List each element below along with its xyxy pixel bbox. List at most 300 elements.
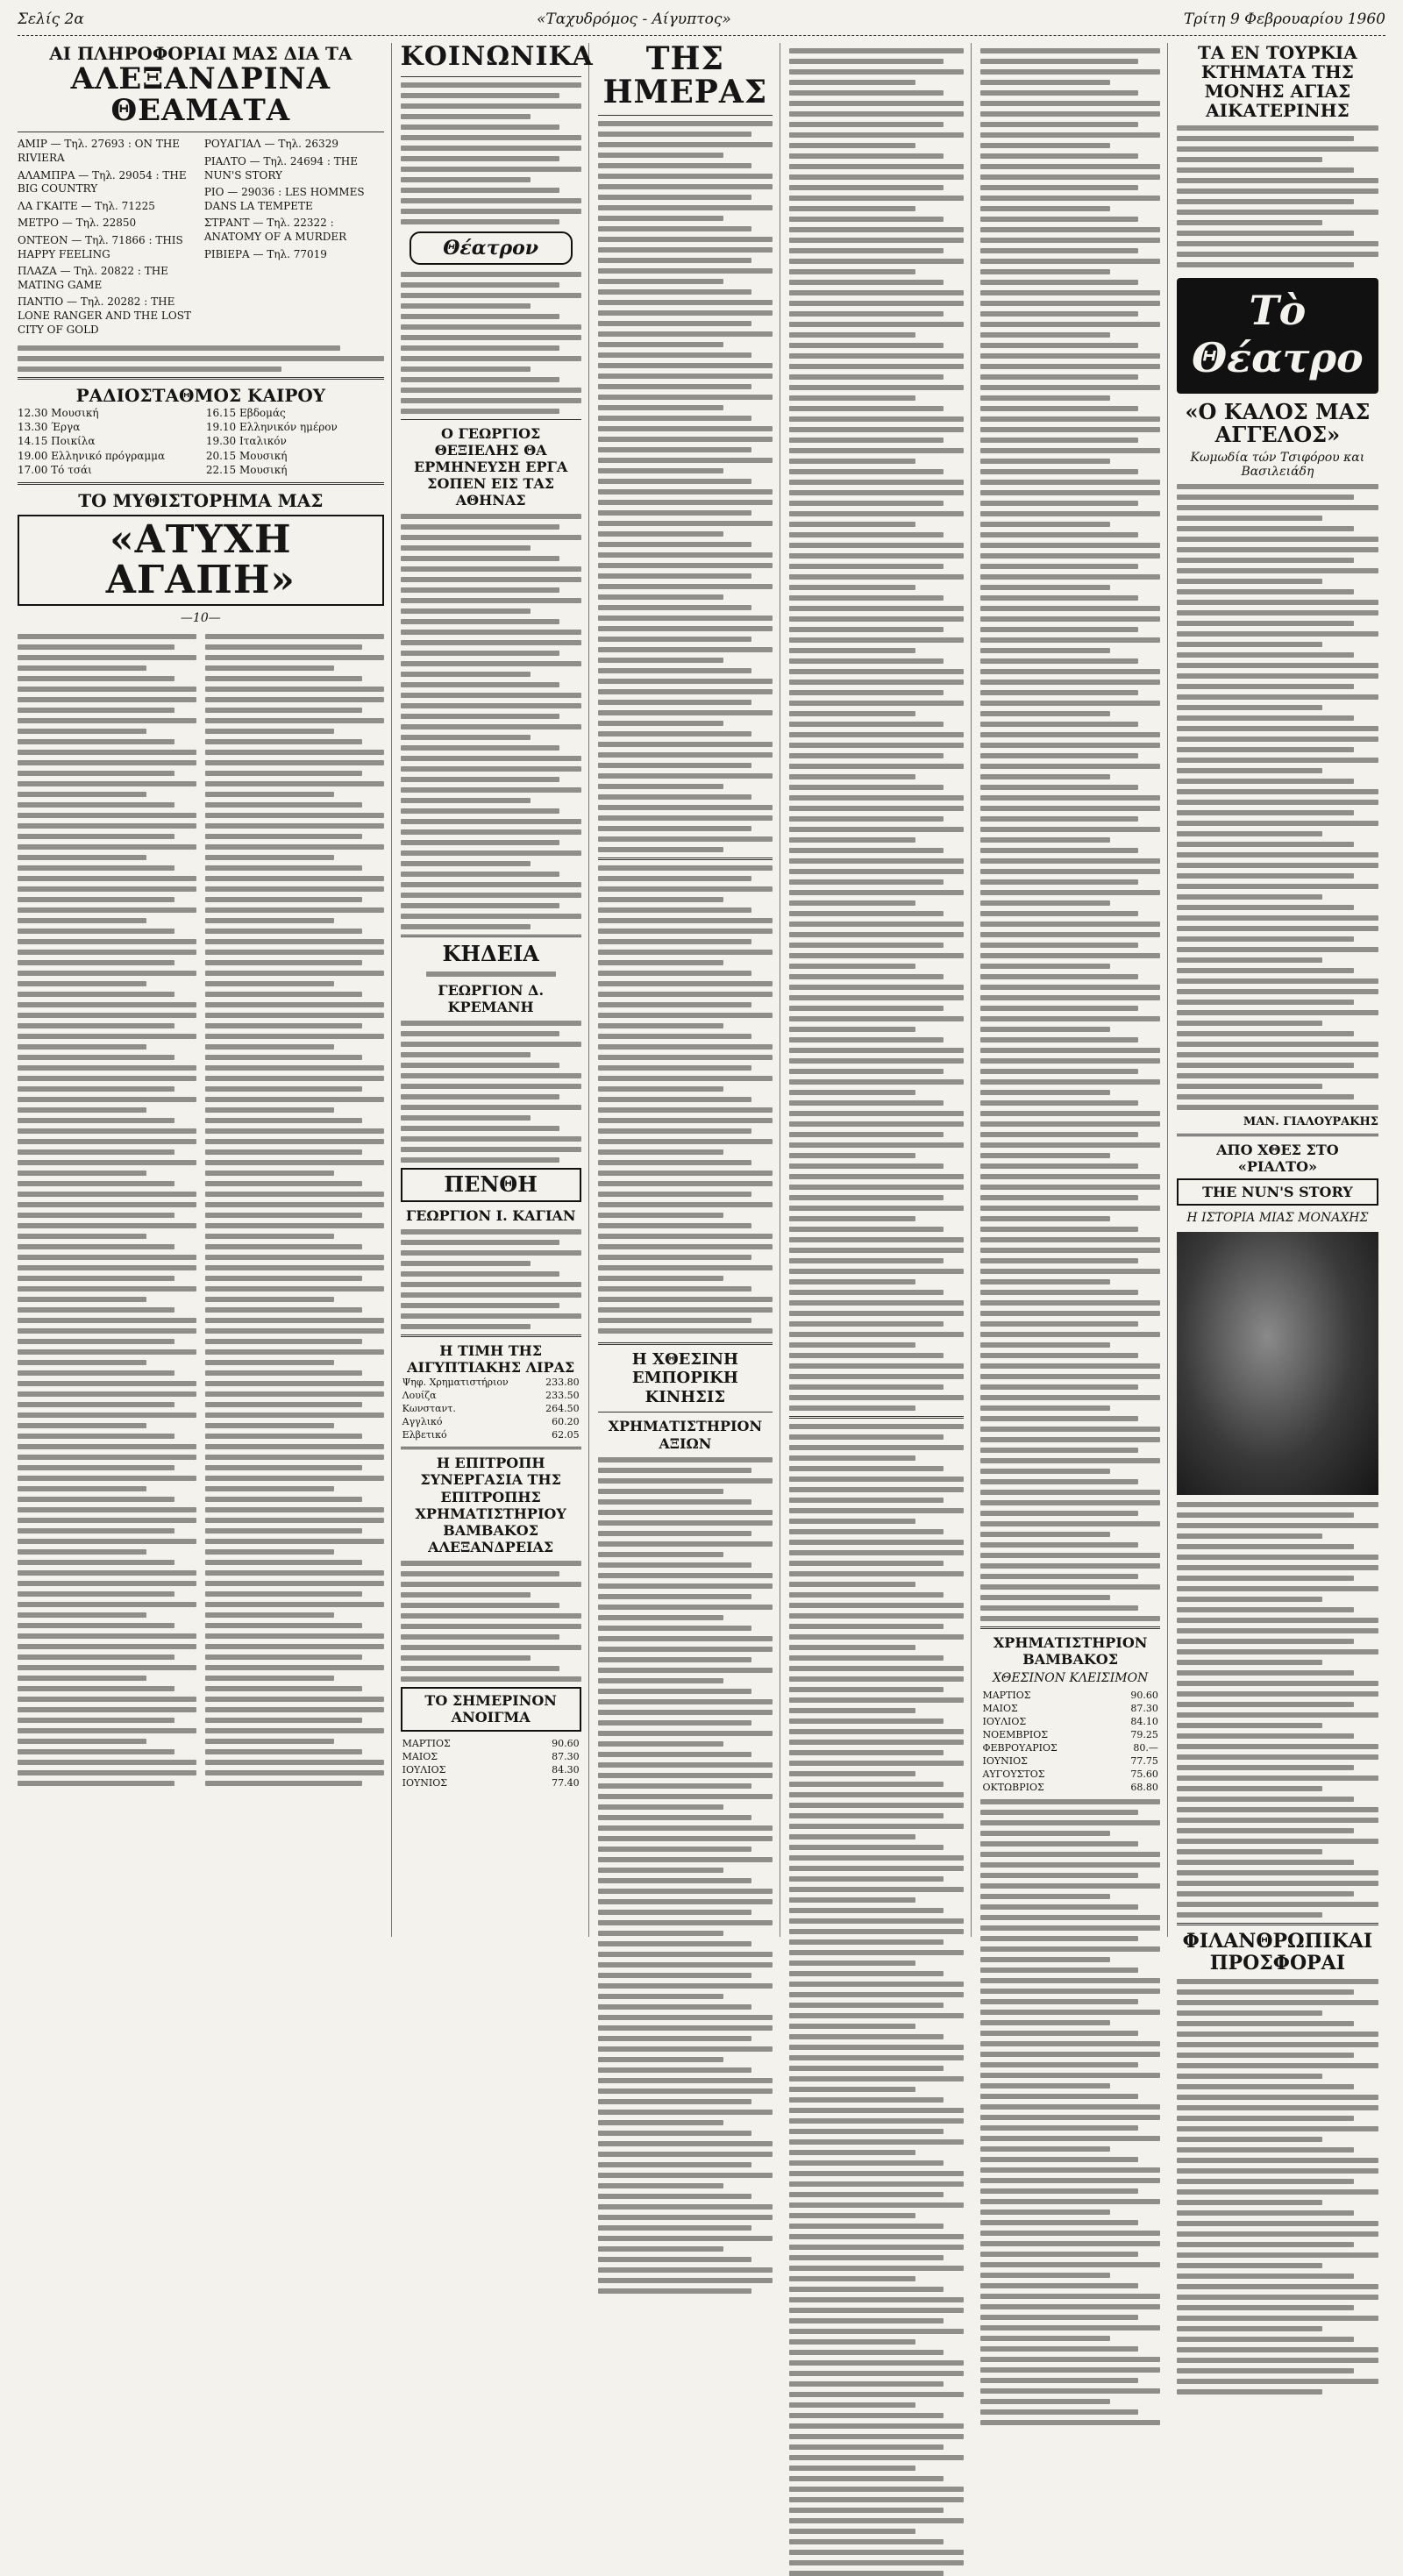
text-line [401,103,581,109]
text-line [598,689,773,694]
text-line [598,2067,751,2073]
text-line [980,1163,1138,1169]
text-line [1177,2210,1355,2216]
text-line [401,619,559,624]
text-line [1177,873,1355,879]
text-line [1177,210,1378,215]
text-line [205,981,334,986]
radio-entry: 13.30 Έργα [18,421,81,434]
text-line [598,594,724,600]
text-line [18,1697,196,1702]
text-line [598,897,724,902]
text-line [980,953,1159,958]
mourning-head: ΠΕΝΘΗ [401,1168,581,1201]
text-line [598,2267,773,2273]
text-line [401,1042,581,1047]
text-line [205,834,362,839]
opening-row: ΜΑΡΤΙΟΣ 90.60 [402,1737,580,1749]
text-line [980,648,1109,653]
text-line [598,1107,773,1113]
text-line [980,1321,1138,1327]
text-line [598,142,773,147]
text-line [401,672,531,677]
text-line [205,1633,384,1639]
text-line [789,858,964,864]
text-line [18,1370,174,1376]
text-line [789,1918,964,1924]
text-line [598,1055,773,1060]
text-line [980,490,1159,495]
text-line [980,2125,1138,2131]
text-line [980,2388,1159,2394]
text-line [205,1760,384,1765]
text-line [789,90,943,96]
text-line [789,2318,943,2323]
text-line [789,2192,943,2197]
text-line [1177,2105,1378,2110]
text-line [598,363,773,368]
text-line [18,950,196,955]
text-line [789,101,964,106]
text-line [980,1100,1138,1106]
text-line [401,335,581,340]
text-line [789,132,964,138]
text-line [205,1213,362,1218]
text-line [205,771,362,776]
text-line [789,1027,915,1032]
text-line [18,1486,146,1491]
text-line [205,644,362,650]
text-line [598,784,724,789]
text-line [18,1665,196,1670]
text-line [980,995,1159,1000]
text-line [401,219,559,224]
text-line [980,2136,1159,2141]
text-line [980,1153,1109,1158]
text-line [598,1825,773,1831]
text-line [598,763,751,768]
text-line [205,750,384,755]
theatre-logo: Θέατρον [410,231,573,265]
text-line [789,995,964,1000]
text-line [598,584,773,589]
text-line [789,816,943,822]
text-line [18,929,174,934]
text-line [1177,863,1378,868]
text-line [401,1073,581,1078]
text-line [980,837,1109,843]
text-line [789,1237,964,1242]
text-line [789,1248,964,1253]
text-line [598,1889,773,1894]
text-line [980,2031,1138,2036]
text-line [598,1297,773,1302]
text-line [789,1006,943,1011]
text-line [401,903,559,908]
text-line [18,1549,146,1555]
mourning-name: ΓΕΩΡΓΙΟΝ Ι. ΚΑΓΙΑΝ [405,1206,576,1224]
text-line [789,1719,943,1724]
text-line [789,1227,943,1232]
text-line [789,2118,964,2124]
text-line [789,1845,943,1850]
text-line [598,865,773,871]
novel-part: —10— [180,611,221,626]
text-line [980,1332,1159,1337]
text-line [980,1363,1159,1369]
text-line [1177,1733,1355,1739]
text-line [789,1550,964,1555]
text-line [205,1097,384,1102]
text-line [1177,1063,1355,1068]
text-line [598,1983,773,1989]
text-line [598,742,773,747]
text-line [789,1960,915,1966]
text-line [205,939,384,944]
text-line [205,1128,384,1134]
text-line [18,1644,196,1649]
text-line [980,48,1159,53]
text-line [598,1720,751,1726]
text-line [1177,2063,1378,2068]
text-line [18,1623,174,1628]
text-line [1177,2126,1378,2131]
charity-head: ΦΙΛΑΝΘΡΩΠΙΚΑΙ ΠΡΟΣΦΟΡΑΙ [1182,1930,1373,1975]
text-line [980,174,1159,180]
cinema-listing: ΑΛΑΜΠΡΑ — Τηλ. 29054 : THE BIG COUNTRY [18,168,187,196]
text-line [205,1749,362,1754]
text-line [401,282,559,288]
text-line [789,1174,964,1179]
text-line [789,448,964,453]
text-line [980,269,1109,274]
text-line [789,1908,943,1913]
text-line [1177,146,1378,152]
text-line [598,1244,773,1249]
text-line [980,1206,1159,1211]
text-line [789,1434,943,1440]
text-line [980,416,1159,422]
text-line [980,132,1159,138]
cotton-row: ΟΚΤΩΒΡΙΟΣ 68.80 [982,1782,1158,1794]
text-line [789,2150,915,2155]
text-line [1177,726,1378,731]
text-line [598,1878,751,1883]
text-line [18,1181,174,1186]
text-line [980,585,1109,590]
text-line [789,1761,964,1766]
text-line [789,438,943,443]
radio-title: ΡΑΔΙΟΣΤΑΘΜΟΣ ΚΑΙΡΟΥ [75,385,326,407]
text-line [789,1384,943,1390]
text-line [980,2399,1109,2404]
text-line [598,794,751,800]
text-line [598,258,751,263]
text-line [598,1899,773,1904]
text-line [598,1615,724,1620]
text-line [789,2466,915,2471]
text-line [401,577,581,582]
text-line [980,1016,1159,1021]
text-line [789,2076,964,2081]
text-line [401,545,531,551]
text-line [1177,1881,1378,1886]
text-line [980,1142,1159,1148]
text-line [598,2152,773,2157]
text-line [789,1708,915,1713]
text-line [401,1624,581,1629]
text-line [598,950,773,955]
text-line [205,1570,384,1576]
text-line [789,1216,915,1221]
column-1 [18,43,392,1937]
text-line [1177,2189,1378,2195]
text-line [980,427,1159,432]
text-line [980,1216,1109,1221]
text-line [18,1633,196,1639]
text-line [980,1553,1159,1558]
text-line [1177,2379,1378,2384]
text-line [980,227,1159,232]
text-line [205,1381,384,1386]
column-4 [789,43,972,1937]
funeral-name: ΓΕΩΡΓΙΟΝ Δ. ΚΡΕΜΑΝΗ [438,981,545,1016]
text-line [598,1065,751,1071]
text-line [980,1490,1159,1495]
text-line [980,658,1138,664]
text-line [598,2120,724,2125]
text-line [598,500,773,505]
text-line [18,1002,196,1007]
text-line [205,792,334,797]
cotton-table [980,1689,1159,1794]
text-line [789,2045,964,2050]
text-line [980,1037,1138,1042]
text-line [598,563,773,568]
text-line [789,2276,915,2281]
text-line [598,918,773,923]
text-line [401,882,581,887]
text-line [789,2539,943,2544]
text-line [18,1423,146,1428]
text-line [1177,1912,1322,1918]
text-line [1177,1523,1378,1528]
text-line [205,1612,334,1618]
text-line [598,2004,751,2010]
text-line [789,1624,943,1629]
text-line [401,1592,531,1598]
lira-head: Η ΤΙΜΗ ΤΗΣ ΑΙΓΥΠΤΙΑΚΗΣ ΛΙΡΑΣ [407,1341,575,1376]
text-line [1177,978,1378,984]
text-line [789,2129,943,2134]
text-line [789,1163,943,1169]
text-line [205,1644,384,1649]
text-line [1177,2295,1378,2300]
text-line [598,2078,773,2083]
text-line [1177,241,1378,246]
text-line [980,764,1159,769]
text-line [789,2287,943,2292]
text-line [205,1360,334,1365]
text-line [598,374,773,379]
day-head: ΤΗΣ ΗΜΕΡΑΣ [602,40,768,110]
text-line [789,585,915,590]
text-line [1177,547,1378,552]
text-line [598,1962,773,1968]
column-5 [980,43,1167,1937]
text-line [598,395,773,400]
text-line [980,1448,1138,1453]
text-line [401,598,581,603]
opening-table [401,1737,581,1790]
text-line [205,1602,384,1607]
text-line [980,59,1138,64]
text-line [789,2487,964,2492]
text-line [980,1300,1159,1306]
text-line [598,2225,751,2231]
text-line [980,900,1109,906]
union-head: Η ΕΠΙΤΡΟΠΗ ΣΥΝΕΡΓΑΣΙΑ ΤΗΣ ΕΠΙΤΡΟΠΗΣ ΧΡΗΜΑΤΙΣΤΗΡΙΟΥ ΒΑΜΒΑΚΟΣ ΑΛΕΞΑΝΔΡΕΙΑΣ [415,1455,566,1556]
text-line [18,1402,174,1407]
text-line [598,1857,773,1862]
text-line [980,280,1138,285]
text-line [789,1729,964,1734]
text-line [18,1055,174,1060]
text-line [980,448,1159,453]
paper-name: «Ταχυδρόμος - Αίγυπτος» [536,11,731,28]
text-line [789,2392,964,2397]
text-line [980,2157,1138,2162]
text-line [789,648,915,653]
text-line [18,729,146,734]
text-line [980,1374,1159,1379]
text-line [598,184,773,189]
text-line [598,321,751,326]
text-line [980,1946,1159,1952]
text-line [789,2360,964,2366]
text-line [205,1118,362,1123]
text-line [789,785,943,790]
text-line [980,564,1138,569]
text-line [789,964,915,969]
text-line [980,248,1138,253]
text-line [980,1605,1138,1611]
cotton-row: ΜΑΡΤΙΟΣ 90.60 [982,1690,1158,1702]
text-line [598,1657,751,1662]
text-line [598,1931,724,1936]
text-line [980,1058,1159,1064]
text-line [18,1149,174,1155]
text-line [598,1668,773,1673]
text-line [980,1542,1138,1548]
text-line [789,616,964,622]
text-line [205,950,384,955]
text-line [1177,1818,1378,1823]
text-line [789,1697,964,1703]
text-line [980,2146,1109,2152]
text-line [401,914,581,919]
text-line [789,1279,915,1284]
text-line [789,164,964,169]
text-line [789,1971,943,1976]
text-line [980,238,1159,243]
text-line [980,2378,1138,2383]
text-line [598,1804,724,1810]
text-line [205,1528,362,1534]
text-line [789,1311,964,1316]
text-line [598,573,751,579]
text-line [205,907,384,913]
text-line [1177,705,1322,710]
text-line [598,416,751,421]
text-line [401,209,581,214]
text-line [1177,526,1355,531]
text-line [980,711,1109,716]
text-line [598,2057,724,2062]
text-line [789,185,943,190]
text-line [1177,2274,1355,2279]
text-line [18,813,196,818]
text-line [980,1595,1109,1600]
text-line [401,566,581,572]
text-line [1177,1839,1378,1844]
text-line [598,247,773,253]
text-line [598,1689,751,1694]
text-line [18,655,196,660]
text-line [789,2087,915,2092]
text-line [18,1413,196,1418]
spectacles-head-line2: ΑΛΕΞΑΝΔΡΙΝΑ ΘΕΑΜΑΤΑ [70,61,331,128]
text-line [1177,957,1322,963]
text-line [1177,968,1355,973]
text-line [1177,684,1355,689]
text-line [980,1978,1159,1983]
text-line [18,1328,196,1334]
cinema-listing: ΜΕΤΡΟ — Τηλ. 22850 [18,217,137,230]
text-line [401,703,581,708]
text-line [789,2423,964,2429]
text-line [980,101,1159,106]
text-line [401,850,581,856]
text-line [980,353,1159,359]
text-line [598,2025,773,2031]
spectacles-head-line1: ΑΙ ΠΛΗΡΟΦΟΡΙΑΙ ΜΑΣ ΔΙΑ ΤΑ [49,43,353,64]
text-line [401,345,559,351]
text-line [789,1445,964,1450]
text-line [598,1139,773,1144]
text-line [598,2236,773,2241]
text-line [789,80,915,85]
text-line [18,960,174,965]
text-line [205,971,384,976]
text-line [401,324,581,330]
text-line [401,167,581,172]
text-line [1177,1649,1378,1654]
text-line [598,1276,724,1281]
text-line [789,1929,964,1934]
text-line [789,2181,964,2187]
text-line [980,1584,1159,1590]
text-line [401,1031,559,1036]
text-line [1177,947,1378,952]
text-line [789,1824,964,1829]
text-line [789,2571,943,2576]
text-line [980,1521,1159,1526]
text-line [980,2020,1109,2025]
review-title: «Ο ΚΑΛΟΣ ΜΑΣ ΑΓΓΕΛΟΣ» [1185,399,1371,448]
text-line [980,574,1159,580]
text-line [789,522,915,527]
